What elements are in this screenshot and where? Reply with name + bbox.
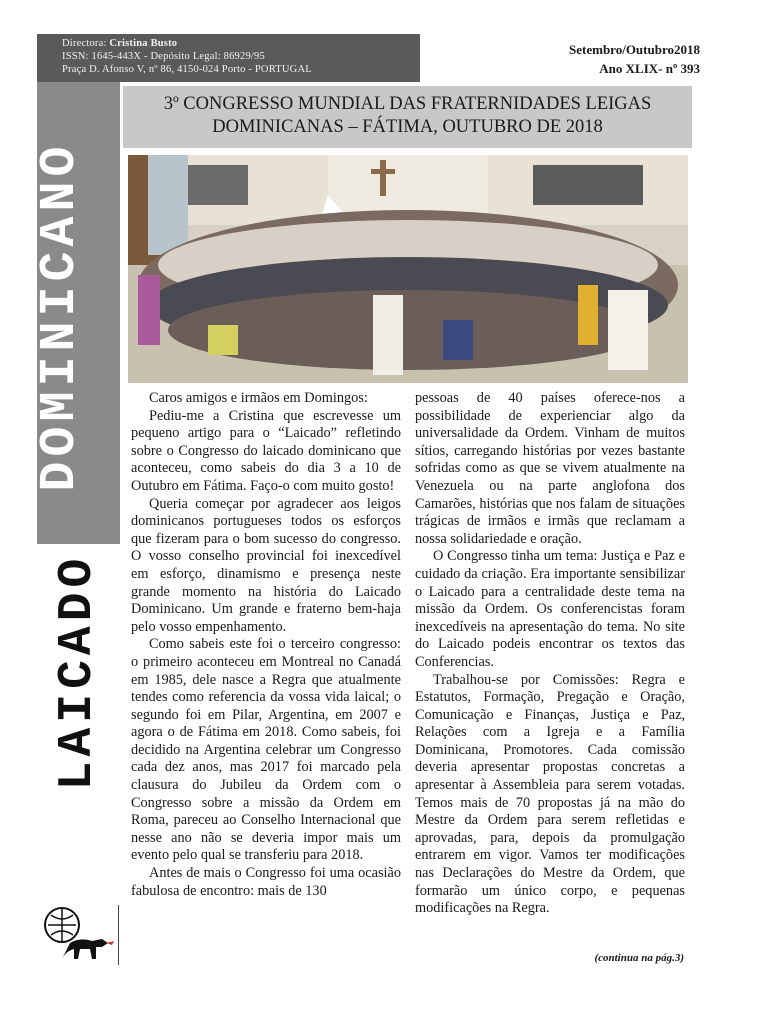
director-label: Directora: [62, 38, 107, 49]
paragraph: Antes de mais o Congresso foi uma ocasião fabulosa de encontro: mais de 130 [131, 865, 401, 899]
paragraph: pessoas de 40 países oferece-nos a possibilidade de experienciar algo da universalidade da Ordem. Vinham de muitos sítios, carregando histórias por vezes bastante sofridas como as que se vivem atualmente na Venezuela ou na parte anglofona dos Camarões, histórias que nos falam de situações trágicas de irmãos e irmãs que reclamam a nossa solidariedade e oração. [415, 390, 685, 547]
title-line-1: 3º CONGRESSO MUNDIAL DAS FRATERNIDADES LEIGAS [163, 94, 652, 114]
paragraph: Como sabeis este foi o terceiro congresso: o primeiro aconteceu em Montreal no Canadá em 1985, dele nasce a Regra que atualmente tendes como referencia da vossa vida laical; o segundo foi em Pilar, Argentina, em 2007 e agora o de Fátima em 2018. Como sabeis, foi decidido na Argentina celebrar um Congresso cada dez anos, mas 2017 foi marcado pela clausura do Jubileu da Ordem com o Congresso sobre a missão da Ordem em Roma, pareceu ao Conselho Internacional que nesse ano não se deveria impor mais um evento pelo qual se transferiu para 2018. [131, 636, 401, 864]
issue-info [569, 40, 700, 78]
paragraph: Trabalhou-se por Comissões: Regra e Estatutos, Formação, Pregação e Oração, Comunicação e Finanças, Justiça e Paz, Relações com a Igreja e a Família Dominicana, Promotores. Cada comissão deveria apresentar propostas concretas a apresentar à Assembleia para serem votadas. Temos mais de 70 propostas já na mão do Mestre da Ordem para serem refletidas e aprovadas, para, depois da promulgação entrarem em vigor. Vamos ter modificações nas Declarações do Mestre da Ordem, que formarão um único corpo, e pequenas modificações na Regra. [415, 671, 685, 917]
address-line: Praça D. Afonso V, nº 86, 4150-024 Porto - PORTUGAL [62, 64, 312, 75]
article-column-left [131, 390, 401, 900]
dominican-dog-logo-icon [40, 903, 115, 965]
issue-number: Ano XLIX- nº 393 [599, 61, 700, 76]
director-name: Cristina Busto [109, 38, 178, 49]
masthead-box [37, 34, 420, 82]
issue-date: Setembro/Outubro2018 [569, 42, 700, 57]
paragraph: O Congresso tinha um tema: Justiça e Paz e cuidado da criação. Era importante sensibilizar o Laicado para a centralidade deste tema na missão da Ordem. Os conferencistas foram inexcedíveis na apresentação do tema. No site do Laicado podeis encontrar os textos das Conferencias. [415, 548, 685, 670]
issn-line: ISSN: 1645-443X - Depósito Legal: 86929/95 [62, 51, 265, 62]
masthead-word-dominicano: DOMINICANO [32, 141, 89, 492]
article-title [123, 86, 692, 148]
title-line-2: DOMINICANAS – FÁTIMA, OUTUBRO DE 2018 [212, 117, 603, 137]
paragraph: Queria começar por agradecer aos leigos dominicanos portugueses todos os esforços que fizeram para o bom sucesso do congresso. O vosso conselho provincial foi inexcedível em esforço, dinamismo e presença neste grande momento na história do Laicado Dominicano. Um grande e fraterno bem-haja pelo vosso empenhamento. [131, 495, 401, 635]
paragraph: Pediu-me a Cristina que escrevesse um pequeno artigo para o “Laicado” refletindo sobre o Congresso do laicado dominicano que aconteceu, como sabeis do dia 3 a 10 de Outubro em Fátima. Faço-o com muito gosto! [131, 407, 401, 494]
masthead-word-laicado: LAICADO [51, 553, 105, 791]
logo-divider [118, 905, 119, 965]
director-line [62, 37, 412, 50]
group-photo [128, 155, 688, 383]
paragraph: Caros amigos e irmãos em Domingos: [149, 390, 368, 406]
article-column-right [415, 390, 685, 918]
continued-note: (continua na pág.3) [594, 952, 684, 964]
